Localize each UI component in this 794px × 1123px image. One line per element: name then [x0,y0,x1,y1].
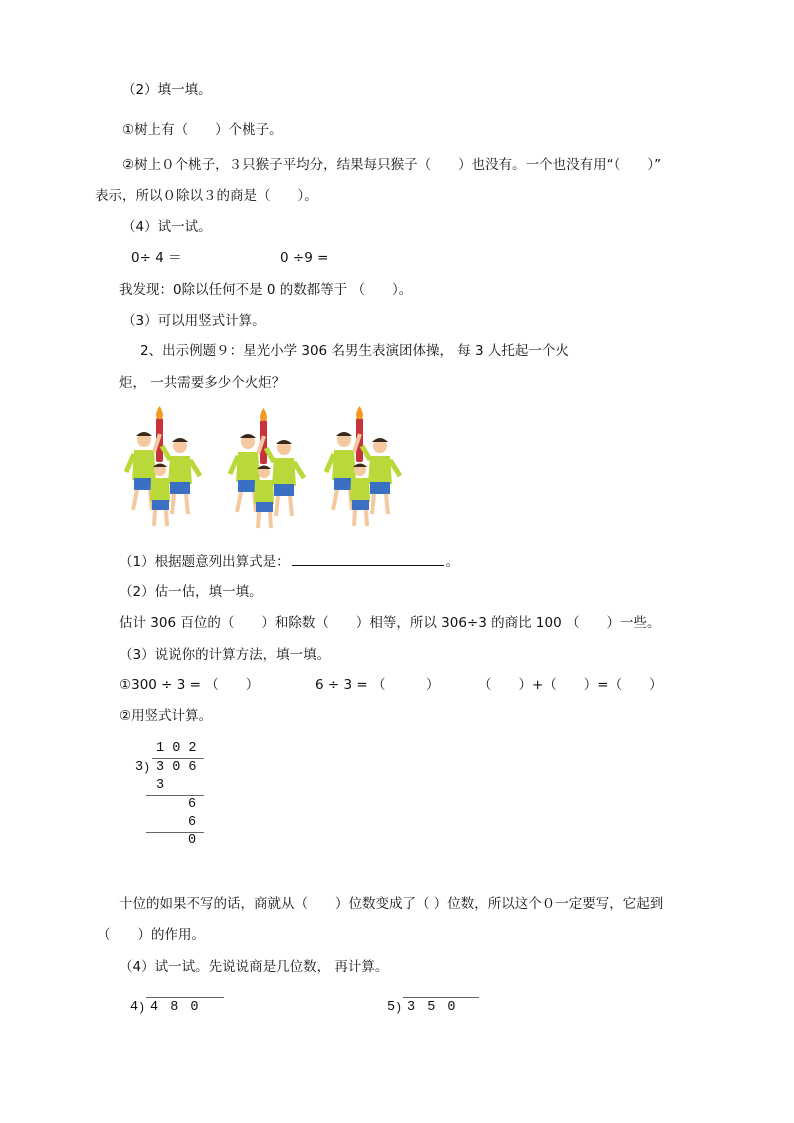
section-try-again: （4）试一试。先说说商是几位数， 再计算。 [119,959,389,975]
calc-6-div-3: 6 ÷ 3 = （ ） [315,677,440,693]
calc-sum: （ ）+（ ）=（ ） [478,677,663,693]
dividend-480: 4 8 0 [150,1000,201,1015]
boys-with-torches-illustration [124,406,470,534]
question-monkeys-line2: 表示，所以０除以３的商是（ ）。 [95,188,318,204]
question-monkeys-line1: ②树上０个桃子，３只猴子平均分，结果每只猴子（ ）也没有。一个也没有用“（ ）” [122,157,662,173]
step-subtract-3: 3 [156,778,165,793]
division-bracket: ) [395,1001,403,1015]
division-bracket: ) [143,761,151,775]
remainder: 0 [188,833,197,848]
section-vertical-calc: （3）可以用竖式计算。 [122,313,266,329]
example-problem-line1: 2、出示例题９：星光小学 306 名男生表演团体操， 每 3 人托起一个火 [140,343,569,359]
section-method: （3）说说你的计算方法，填一填。 [119,647,331,663]
question-peach-count: ①树上有（ ）个桃子。 [122,122,283,138]
section-try: （4）试一试。 [122,219,212,235]
division-bracket: ) [138,1001,146,1015]
formula-prompt-text: （1）根据题意列出算式是： [119,554,290,570]
quotient: 1 0 2 [156,741,197,756]
dividend: 3 0 6 [156,760,197,775]
tens-digit-statement-line1: 十位的如果不写的话，商就从（ ）位数变成了（ ）位数，所以这个０一定要写，它起到 [119,896,664,912]
long-division-306 [130,740,210,850]
formula-prompt [119,551,459,571]
step-subtract-6: 6 [188,815,197,830]
divisor: 3 [135,760,144,775]
section-fill-in: （2）填一填。 [122,82,212,98]
divisor-5: 5 [387,1000,396,1015]
division-480-by-4 [130,996,230,1020]
divisor-4: 4 [130,1000,139,1015]
division-350-by-5 [387,996,487,1020]
dividend-350: 3 5 0 [407,1000,458,1015]
calc-300-div-3: ①300 ÷ 3 = （ ） [119,677,260,693]
section-estimate: （2）估一估，填一填。 [119,584,263,600]
step-bring-down-6: 6 [188,797,197,812]
equation-0-div-9: 0 ÷9 = [280,250,329,266]
formula-period: 。 [445,554,460,570]
equation-0-div-4: 0÷ 4 ＝ [131,250,182,266]
estimate-statement: 估计 306 百位的（ ）和除数（ ）相等，所以 306÷3 的商比 100 （ ）一些。 [119,615,661,631]
formula-answer-blank[interactable] [292,551,444,566]
example-problem-line2: 炬， 一共需要多少个火炬？ [119,375,286,391]
vertical-calc-label: ②用竖式计算。 [119,708,213,724]
tens-digit-statement-line2: （ ）的作用。 [97,927,205,943]
discovery-statement: 我发现：0除以任何不是 0 的数都等于 （ ）。 [119,282,413,298]
